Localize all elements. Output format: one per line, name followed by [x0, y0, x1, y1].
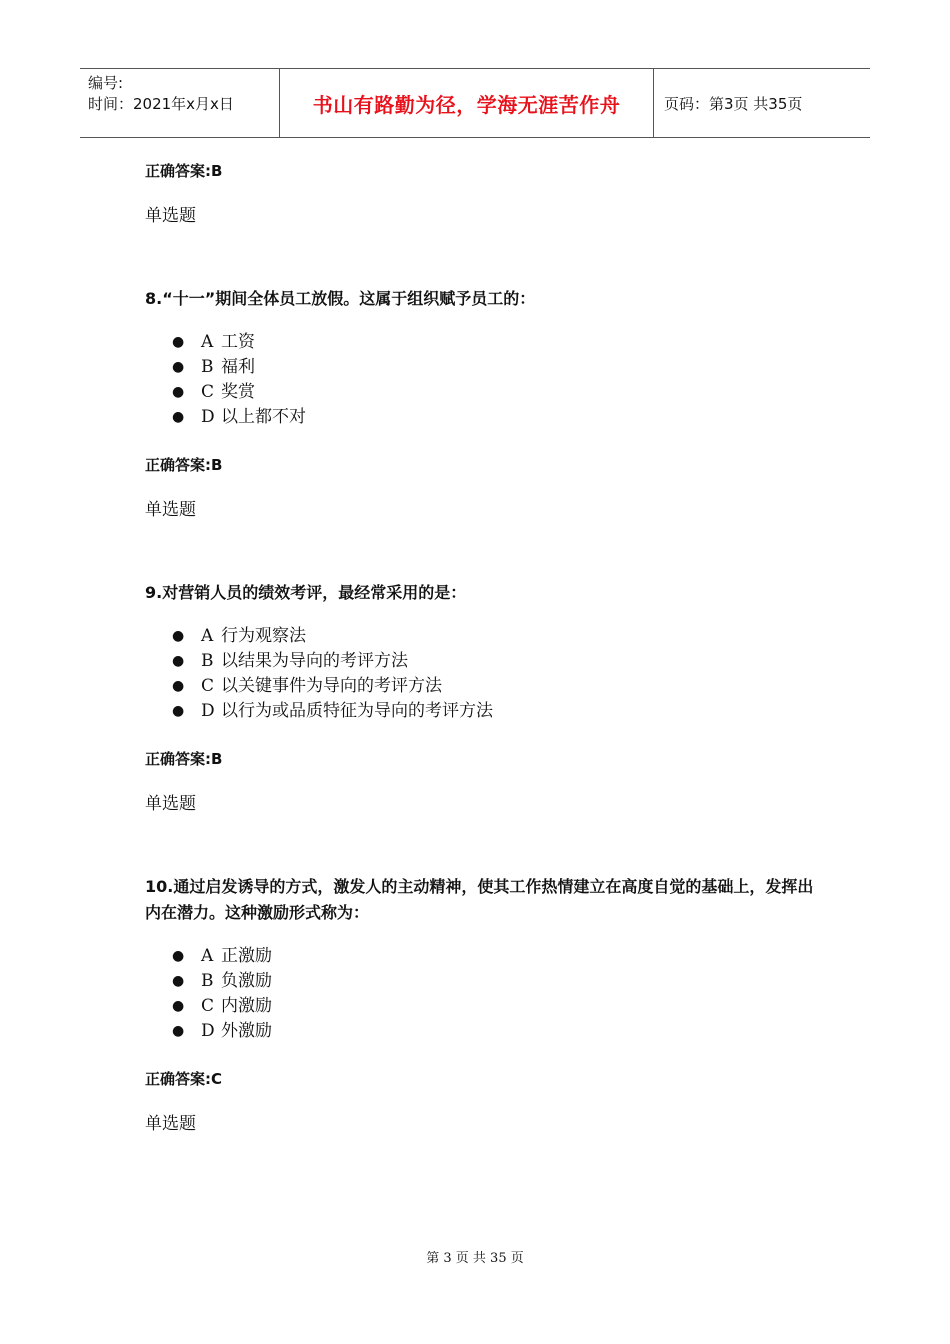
correct-answer: 正确答案:B — [145, 456, 223, 474]
option-list — [145, 944, 825, 1044]
option-letter: D — [201, 701, 215, 721]
option-item — [145, 380, 825, 405]
option-letter: B — [201, 357, 214, 377]
option-item — [145, 649, 825, 674]
question-block — [145, 286, 825, 522]
header-page-info: 页码：第3页 共35页 — [664, 94, 803, 113]
option-text: 内激励 — [221, 996, 272, 1016]
bullet-icon: ● — [172, 998, 185, 1014]
correct-answer: 正确答案:B — [145, 162, 223, 180]
question-type: 单选题 — [145, 794, 196, 814]
header-info-cell — [80, 69, 280, 137]
bullet-icon: ● — [172, 703, 185, 719]
option-text: 福利 — [221, 357, 255, 377]
option-text: 行为观察法 — [221, 626, 306, 646]
option-text: 外激励 — [221, 1021, 272, 1041]
correct-answer: 正确答案:B — [145, 750, 223, 768]
bullet-icon: ● — [172, 948, 185, 964]
question-text: 10.通过启发诱导的方式，激发人的主动精神，使其工作热情建立在高度自觉的基础上，发挥出内在潜力。这种激励形式称为： — [145, 877, 814, 922]
option-letter: A — [201, 946, 214, 966]
option-text: 正激励 — [221, 946, 272, 966]
bullet-icon: ● — [172, 628, 185, 644]
document-code-label: 编号: — [88, 74, 124, 92]
option-letter: B — [201, 651, 214, 671]
option-text: 以上都不对 — [221, 407, 306, 427]
option-letter: A — [201, 332, 214, 352]
correct-answer: 正确答案:C — [145, 1070, 223, 1088]
option-text: 负激励 — [221, 971, 272, 991]
option-text: 奖赏 — [221, 382, 255, 402]
page-footer: 第 3 页 共 35 页 — [426, 1251, 524, 1266]
option-letter: C — [201, 996, 215, 1016]
bullet-icon: ● — [172, 973, 185, 989]
page-header — [80, 68, 870, 138]
question-text: 8.“十一”期间全体员工放假。这属于组织赋予员工的： — [145, 289, 536, 308]
option-item — [145, 994, 825, 1019]
question-text: 9.对营销人员的绩效考评，最经常采用的是： — [145, 583, 467, 602]
question-block — [145, 874, 825, 1136]
option-item — [145, 330, 825, 355]
option-item — [145, 699, 825, 724]
option-list — [145, 624, 825, 724]
question-type: 单选题 — [145, 1114, 196, 1134]
document-date-label: 时间：2021年x月x日 — [88, 95, 234, 113]
option-text: 以行为或品质特征为导向的考评方法 — [221, 701, 493, 721]
question-type: 单选题 — [145, 206, 196, 226]
bullet-icon: ● — [172, 334, 185, 350]
option-letter: D — [201, 407, 215, 427]
option-item — [145, 944, 825, 969]
option-text: 工资 — [221, 332, 255, 352]
option-item — [145, 624, 825, 649]
page-content — [145, 160, 825, 1136]
bullet-icon: ● — [172, 409, 185, 425]
option-text: 以结果为导向的考评方法 — [221, 651, 408, 671]
option-list — [145, 330, 825, 430]
option-letter: C — [201, 382, 215, 402]
question-type: 单选题 — [145, 500, 196, 520]
option-text: 以关键事件为导向的考评方法 — [221, 676, 442, 696]
header-motto: 书山有路勤为径，学海无涯苦作舟 — [280, 69, 654, 137]
bullet-icon: ● — [172, 384, 185, 400]
option-item — [145, 674, 825, 699]
bullet-icon: ● — [172, 653, 185, 669]
bullet-icon: ● — [172, 359, 185, 375]
option-item — [145, 969, 825, 994]
option-item — [145, 355, 825, 380]
option-letter: B — [201, 971, 214, 991]
bullet-icon: ● — [172, 678, 185, 694]
option-letter: D — [201, 1021, 215, 1041]
question-block — [145, 580, 825, 816]
option-item — [145, 405, 825, 430]
option-letter: A — [201, 626, 214, 646]
bullet-icon: ● — [172, 1023, 185, 1039]
option-item — [145, 1019, 825, 1044]
option-letter: C — [201, 676, 215, 696]
